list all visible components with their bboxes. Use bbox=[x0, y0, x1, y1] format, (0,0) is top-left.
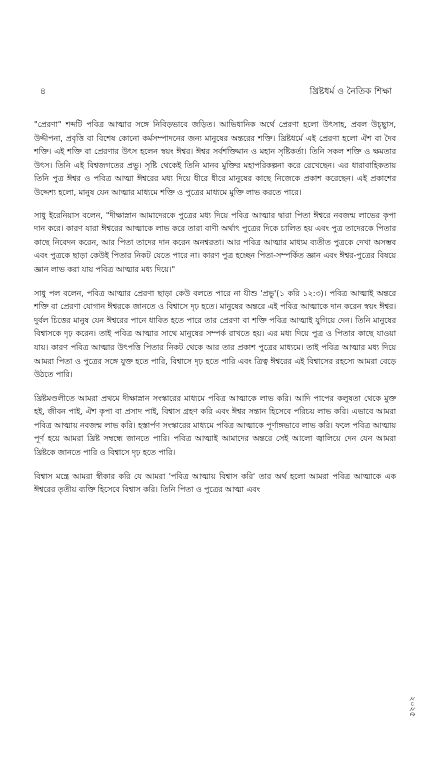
page-header bbox=[40, 84, 392, 98]
book-title: খ্রিষ্টধর্ম ও নৈতিক শিক্ষা bbox=[309, 87, 392, 97]
paragraph-irenaeus-quote: সাধু ইরেনিয়াস বলেন, "দীক্ষাস্নান আমাদেরকে পুত্রের মধ্য দিয়ে পবিত্র আত্মার দ্বারা পিতা ঈশ্বরে নবজন্ম লাভের কৃপা দান করে। কারণ যারা ঈশ্বরের আত্মাকে লাভ করে তারা বাণী অর্থাৎ পুত্রের দিকে চালিত হয় এবং পুত্র তাদেরকে পিতার কাছে নিবেদন করেন, আর পিতা তাদের দান করেন অনশ্বরতা। আর পবিত্র আত্মার মাধ্যম ব্যতীত পুত্রকে দেখা অসম্ভব এবং পুত্রকে ছাড়া কেউই পিতার নিকট যেতে পারে না। কারণ পুত্র হচ্ছেন পিতা-সম্পর্কিত জ্ঞান এবং ঈশ্বর-পুত্রের বিষয়ে জ্ঞান লাভ করা যায় পবিত্র আত্মার মধ্য দিয়ে।" bbox=[34, 210, 396, 274]
paragraph-prerona: "প্রেরণা" শব্দটি পবিত্র আত্মার সঙ্গে নিবিড়ভাবে জড়িত। আভিধানিক অর্থে প্রেরণা হলো উৎসাহ, প্রবল উচ্ছ্বাস, উদ্দীপনা, প্রবৃত্তি বা বিশেষ কোনো কর্মসম্পাদনের জন্য মানুষের অন্তরের শক্তি। খ্রিষ্টধর্মে এই প্রেরণা হলো ঐশ বা দৈব শক্তি। এই শক্তি বা প্রেরণার উৎস হলেন স্বয়ং ঈশ্বর। ঈশ্বর সর্বশক্তিমান ও মহান সৃষ্টিকর্তা। তিনি সকল শক্তি ও ক্ষমতার উৎস। তিনি এই বিশ্বজগতের প্রভু। সৃষ্টি থেকেই তিনি মানব মুক্তির মহাপরিকল্পনা করে রেখেছেন। এর ধারাবাহিকতায় তিনি পুত্র ঈশ্বর ও পবিত্র আত্মা ঈশ্বরের মধ্য দিয়ে ধীরে ধীরে মানুষের কাছে নিজেকে প্রকাশ করেছেন। এই প্রকাশের উদ্দেশ্য হলো, মানুষ যেন আত্মার মাধ্যমে শক্তি ও পুত্রের মাধ্যমে মুক্তি লাভ করতে পারে। bbox=[34, 120, 396, 197]
paragraph-creed: বিশ্বাস মন্ত্রে আমরা স্বীকার করি যে আমরা 'পবিত্র আত্মায় বিশ্বাস করি' তার অর্থ হলো আমরা পবিত্র আত্মাকে এক ঈশ্বরের তৃতীয় ব্যক্তি হিসেবে বিশ্বাস করি। তিনি পিতা ও পুত্রের আত্মা এবং bbox=[34, 471, 396, 495]
side-page-label: ২০২৫ bbox=[408, 696, 418, 717]
paragraph-saint-paul: সাধু পল বলেন, পবিত্র আত্মার প্রেরণা ছাড়া কেউ বলতে পারে না যীশু 'প্রভু'(১ করি ১২:৩)। পবিত্র আত্মাই অন্তরে শক্তি বা প্রেরণা যোগান ঈশ্বরকে জানতে ও বিশ্বাসে দৃঢ় হতে। মানুষের অন্তরে এই পবিত্র আত্মাকে দান করেন স্বয়ং ঈশ্বর। দুর্বল চিত্তের মানুষ যেন ঈশ্বরের পানে ধাবিত হতে পারে তার প্রেরণা বা শক্তি পবিত্র আত্মাই যুগিয়ে দেন। তিনি মানুষের বিশ্বাসকে দৃঢ় করেন। তাই পবিত্র আত্মার সাথে মানুষের সম্পর্ক রাখতে হয়। এর মধ্য দিয়ে পুত্র ও পিতার কাছে যাওয়া যায়। কারণ পবিত্র আত্মার উৎপত্তি পিতার নিকট থেকে আর তার প্রকাশ পুত্রের মাধ্যমে। তাই পবিত্র আত্মার মধ্য দিয়ে আমরা পিতা ও পুত্রের সঙ্গে যুক্ত হতে পারি, বিশ্বাসে দৃঢ় হতে পারি এবং ত্রিত্ব ঈশ্বরের এই বিশ্বাসের রহস্যে আমরা বেড়ে উঠতে পারি। bbox=[34, 288, 396, 380]
page-body bbox=[34, 118, 396, 507]
page-number: ৪ bbox=[40, 87, 46, 97]
paragraph-baptism: খ্রিষ্টমণ্ডলীতে আমরা প্রথমে দীক্ষাস্নান সংস্কারের মাধ্যমে পবিত্র আত্মাকে লাভ করি। আদি পাপের কলুষতা থেকে মুক্ত হই, জীবন পাই, ঐশ কৃপা বা প্রসাদ পাই, বিশ্বাস গ্রহণ করি এবং ঈশ্বর সন্তান হিসেবে পরিচয় লাভ করি। এভাবে আমরা পবিত্র আত্মায় নবজন্ম লাভ করি। হস্তার্পণ সংস্কারের মাধ্যমে পবিত্র আত্মাকে পূর্ণাঙ্গভাবে লাভ করি। ফলে পবিত্র আত্মায় পূর্ণ হয়ে আমরা খ্রিষ্ট সম্বন্ধে জানতে পারি। পবিত্র আত্মাই আমাদের অন্তরে সেই আলো জ্বালিয়ে দেন যেন আমরা খ্রিষ্টকে জানতে পারি ও বিশ্বাসে দৃঢ় হতে পারি। bbox=[34, 393, 396, 458]
